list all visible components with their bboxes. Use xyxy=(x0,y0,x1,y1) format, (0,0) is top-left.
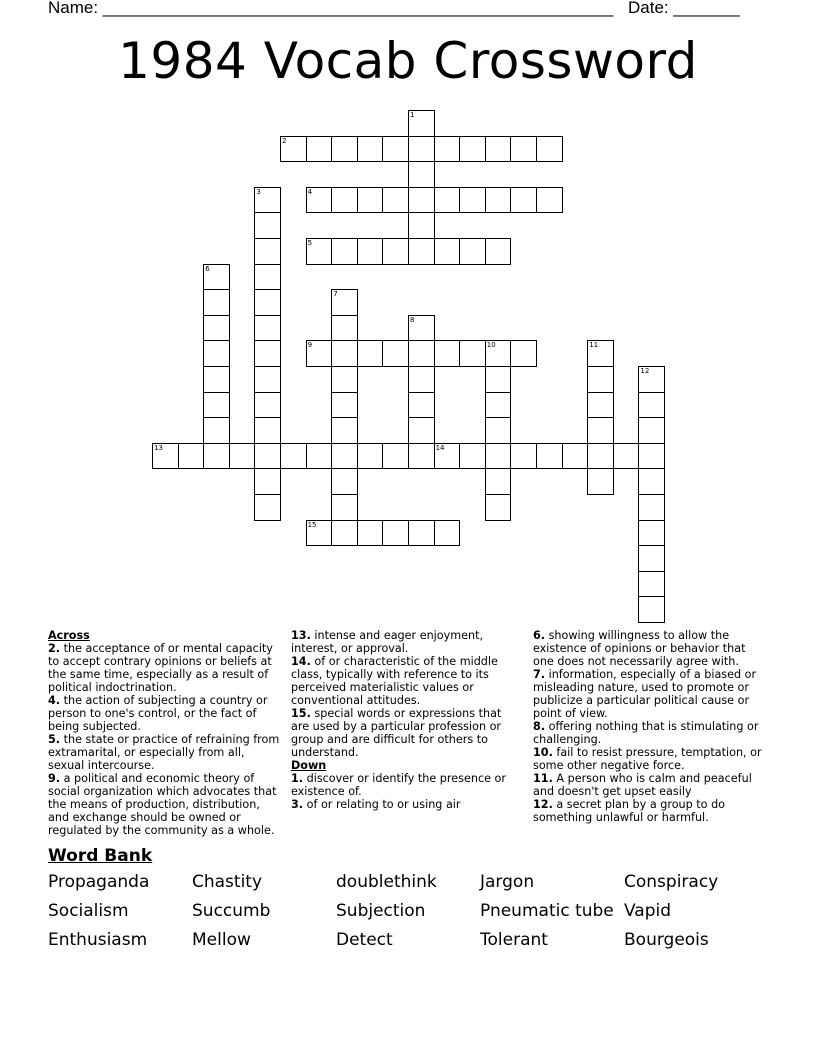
word-bank-item: Socialism xyxy=(48,901,129,921)
crossword-cell[interactable] xyxy=(178,443,205,470)
crossword-cell[interactable] xyxy=(638,520,665,547)
word-bank-title: Word Bank xyxy=(48,846,153,866)
clue-number-label: 11 xyxy=(589,341,599,350)
crossword-cell[interactable] xyxy=(613,443,640,470)
crossword-cell[interactable] xyxy=(331,289,358,316)
word-bank-item: Tolerant xyxy=(480,930,548,950)
crossword-cell[interactable] xyxy=(536,187,563,214)
crossword-cell[interactable] xyxy=(587,366,614,393)
crossword-cell[interactable] xyxy=(203,264,230,291)
crossword-cell[interactable] xyxy=(408,340,435,367)
clue-number-label: 13 xyxy=(154,443,163,452)
crossword-cell[interactable] xyxy=(638,494,665,521)
crossword-cell[interactable] xyxy=(382,187,409,214)
crossword-cell[interactable] xyxy=(408,161,435,188)
clue-number-label: 6 xyxy=(205,264,210,273)
crossword-cell[interactable] xyxy=(434,187,461,214)
crossword-cell[interactable] xyxy=(536,136,563,163)
crossword-cell[interactable] xyxy=(254,468,281,495)
crossword-cell[interactable] xyxy=(408,136,435,163)
clue-down-3: 3. of or relating to or using air xyxy=(291,798,461,811)
crossword-cell[interactable] xyxy=(280,136,307,163)
crossword-cell[interactable] xyxy=(331,417,358,444)
word-bank-item: Propaganda xyxy=(48,872,150,892)
crossword-cell[interactable] xyxy=(357,340,384,367)
clue-number-label: 10 xyxy=(486,341,496,350)
crossword-cell[interactable] xyxy=(434,443,461,470)
crossword-cell[interactable] xyxy=(587,443,614,470)
word-bank-item: Conspiracy xyxy=(624,872,719,892)
page-title: 1984 Vocab Crossword xyxy=(118,32,698,90)
clue-number-label: 12 xyxy=(640,367,650,375)
crossword-cell[interactable] xyxy=(485,417,512,444)
crossword-cell[interactable] xyxy=(510,187,537,214)
word-bank-item: Pneumatic tube xyxy=(480,901,614,921)
crossword-cell[interactable] xyxy=(638,443,665,470)
crossword-cell[interactable] xyxy=(408,315,435,342)
crossword-cell[interactable] xyxy=(638,417,665,444)
crossword-cell[interactable] xyxy=(203,366,230,393)
clue-across-14: 14. of or characteristic of the middle class, typically with reference to its perceived materialistic values or conventional attitudes. xyxy=(291,655,498,707)
crossword-cell[interactable] xyxy=(562,443,589,470)
crossword-cell[interactable] xyxy=(408,238,435,265)
clue-across-5: 5. the state or practice of refraining from extramarital, or especially from all, sexual intercourse. xyxy=(48,733,280,772)
clue-across-9: 9. a political and economic theory of social organization which advocates that the means of production, distribution, and exchange should be owned or regulated by the community as a whole. xyxy=(48,772,277,837)
crossword-cell[interactable] xyxy=(408,187,435,214)
crossword-cell[interactable] xyxy=(408,110,435,137)
crossword-cell[interactable] xyxy=(510,443,537,470)
clue-across-15: 15. special words or expressions that are used by a particular profession or group and are difficult for others to understand. xyxy=(291,707,502,759)
clue-down-1: 1. discover or identify the presence or existence of. xyxy=(291,772,506,798)
word-bank-item: Succumb xyxy=(192,901,271,921)
crossword-cell[interactable] xyxy=(638,468,665,495)
crossword-cell[interactable] xyxy=(459,187,486,214)
crossword-cell[interactable] xyxy=(357,187,384,214)
crossword-cell[interactable] xyxy=(254,340,281,367)
crossword-cell[interactable] xyxy=(331,315,358,342)
crossword-cell[interactable] xyxy=(203,417,230,444)
crossword-cell[interactable] xyxy=(306,187,333,214)
word-bank-item: Mellow xyxy=(192,930,251,950)
crossword-cell[interactable] xyxy=(459,443,486,470)
crossword-cell[interactable] xyxy=(587,340,614,367)
clue-number-label: 15 xyxy=(307,520,317,529)
crossword-cell[interactable] xyxy=(306,443,333,470)
crossword-cell[interactable] xyxy=(536,443,563,470)
crossword-cell[interactable] xyxy=(331,238,358,265)
clues-column-3 xyxy=(533,629,763,824)
clue-number-label: 7 xyxy=(333,290,338,299)
clue-down-6: 6. showing willingness to allow the existence of opinions or behavior that one does not necessarily agree with. xyxy=(533,629,746,668)
crossword-cell[interactable] xyxy=(306,340,333,367)
crossword-cell[interactable] xyxy=(408,520,435,547)
clue-number-label: 2 xyxy=(282,136,287,145)
clue-down-10: 10. fail to resist pressure, temptation, or some other negative force. xyxy=(533,746,762,772)
crossword-cell[interactable] xyxy=(408,392,435,419)
crossword-cell[interactable] xyxy=(434,136,461,163)
crossword-cell[interactable] xyxy=(331,520,358,547)
word-bank-item: Enthusiasm xyxy=(48,930,148,950)
crossword-cell[interactable] xyxy=(382,520,409,547)
crossword-cell[interactable] xyxy=(254,238,281,265)
crossword-cell[interactable] xyxy=(203,289,230,316)
crossword-cell[interactable] xyxy=(254,315,281,342)
crossword-cell[interactable] xyxy=(357,520,384,547)
crossword-cell[interactable] xyxy=(357,136,384,163)
crossword-cell[interactable] xyxy=(306,520,333,547)
crossword-cell[interactable] xyxy=(331,187,358,214)
crossword-cell[interactable] xyxy=(434,520,461,547)
crossword-cell[interactable] xyxy=(485,443,512,470)
crossword-cell[interactable] xyxy=(254,417,281,444)
crossword-cell[interactable] xyxy=(408,417,435,444)
crossword-cell[interactable] xyxy=(485,187,512,214)
crossword-cell[interactable] xyxy=(203,392,230,419)
crossword-cell[interactable] xyxy=(306,136,333,163)
word-bank xyxy=(48,872,788,950)
crossword-cell[interactable] xyxy=(254,366,281,393)
crossword-cell[interactable] xyxy=(382,238,409,265)
crossword-cell[interactable] xyxy=(331,392,358,419)
word-bank-item: doublethink xyxy=(336,872,437,892)
crossword-cell[interactable] xyxy=(638,596,665,623)
crossword-cell[interactable] xyxy=(638,366,665,393)
clue-across-2: 2. the acceptance of or mental capacity to accept contrary opinions or beliefs at the same time, especially as a result of political indoctrination. xyxy=(48,642,273,694)
clue-number-label: 4 xyxy=(307,187,313,196)
crossword-cell[interactable] xyxy=(254,212,281,239)
crossword-cell[interactable] xyxy=(408,212,435,239)
crossword-cell[interactable] xyxy=(485,392,512,419)
word-bank-item: Chastity xyxy=(192,872,263,892)
crossword-cell[interactable] xyxy=(331,340,358,367)
clues-column-2 xyxy=(291,629,519,811)
clue-down-11: 11. A person who is calm and peaceful and doesn't get upset easily xyxy=(533,772,752,798)
crossword-cell[interactable] xyxy=(638,545,665,572)
word-bank-item: Subjection xyxy=(336,901,426,921)
down-heading: Down xyxy=(291,759,327,772)
crossword-cell[interactable] xyxy=(254,187,281,214)
clue-number-label: 3 xyxy=(256,187,261,196)
crossword-cell[interactable] xyxy=(382,443,409,470)
crossword-cell[interactable] xyxy=(382,136,409,163)
crossword-cell[interactable] xyxy=(408,443,435,470)
crossword-cell[interactable] xyxy=(459,238,486,265)
crossword-cell[interactable] xyxy=(382,340,409,367)
clue-down-12: 12. a secret plan by a group to do something unlawful or harmful. xyxy=(533,798,726,824)
crossword-cell[interactable] xyxy=(203,315,230,342)
crossword-cell[interactable] xyxy=(485,494,512,521)
crossword-cell[interactable] xyxy=(485,468,512,495)
crossword-cell[interactable] xyxy=(587,392,614,419)
crossword-cell[interactable] xyxy=(459,136,486,163)
crossword-cell[interactable] xyxy=(331,136,358,163)
crossword-cell[interactable] xyxy=(229,443,256,470)
crossword-cell[interactable] xyxy=(203,340,230,367)
crossword-cell[interactable] xyxy=(254,443,281,470)
crossword-cell[interactable] xyxy=(254,289,281,316)
crossword-cell[interactable] xyxy=(587,468,614,495)
crossword-cell[interactable] xyxy=(638,392,665,419)
clues-column-1 xyxy=(48,629,282,837)
across-heading: Across xyxy=(48,629,90,642)
name-field-label[interactable]: Name: ______________________________________________________ xyxy=(48,0,614,17)
crossword-cell[interactable] xyxy=(485,340,512,367)
crossword-cell[interactable] xyxy=(434,340,461,367)
word-bank-item: Jargon xyxy=(480,872,535,892)
clue-across-13: 13. intense and eager enjoyment, interest, or approval. xyxy=(291,629,484,655)
crossword-cell[interactable] xyxy=(254,264,281,291)
date-field-label[interactable]: Date: _______ xyxy=(628,0,740,17)
crossword-cell[interactable] xyxy=(510,136,537,163)
crossword-cell[interactable] xyxy=(357,238,384,265)
clue-number-label: 14 xyxy=(435,443,445,452)
crossword-cell[interactable] xyxy=(331,494,358,521)
word-bank-item: Bourgeois xyxy=(624,930,709,950)
clue-down-8: 8. offering nothing that is stimulating or challenging. xyxy=(533,720,759,746)
crossword-cell[interactable] xyxy=(434,238,461,265)
crossword-cell[interactable] xyxy=(459,340,486,367)
crossword-cell[interactable] xyxy=(357,443,384,470)
clue-number-label: 9 xyxy=(307,341,313,350)
clue-across-4: 4. the action of subjecting a country or person to one's control, or the fact of being subjected. xyxy=(48,694,268,733)
crossword-cell[interactable] xyxy=(638,571,665,598)
crossword-cell[interactable] xyxy=(485,366,512,393)
crossword-cell[interactable] xyxy=(485,238,512,265)
crossword-cell[interactable] xyxy=(587,417,614,444)
word-bank-item: Detect xyxy=(336,930,393,950)
clue-number-label: 5 xyxy=(307,239,313,247)
crossword-cell[interactable] xyxy=(408,366,435,393)
crossword-cell[interactable] xyxy=(152,443,179,470)
crossword-cell[interactable] xyxy=(331,366,358,393)
clue-number-label: 1 xyxy=(410,111,415,119)
crossword-cell[interactable] xyxy=(331,468,358,495)
crossword-cell[interactable] xyxy=(203,443,230,470)
clue-down-7: 7. information, especially of a biased or misleading nature, used to promote or publicize a particular political cause or point of view. xyxy=(533,668,757,720)
crossword-cell[interactable] xyxy=(485,136,512,163)
crossword-cell[interactable] xyxy=(306,238,333,265)
word-bank-item: Vapid xyxy=(624,901,672,921)
clue-number-label: 8 xyxy=(410,315,415,324)
crossword-cell[interactable] xyxy=(280,443,307,470)
crossword-cell[interactable] xyxy=(510,340,537,367)
crossword-cell[interactable] xyxy=(331,443,358,470)
crossword-cell[interactable] xyxy=(254,494,281,521)
crossword-cell[interactable] xyxy=(254,392,281,419)
